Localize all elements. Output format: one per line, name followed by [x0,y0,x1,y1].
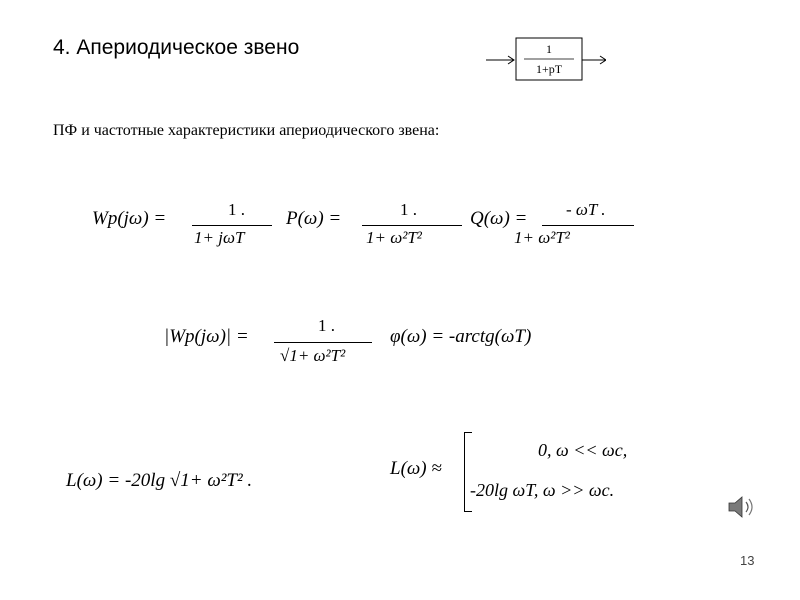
formula3-brace-tip-bottom [464,511,472,512]
page-number: 13 [740,553,755,568]
formula1-q-lhs: Q(ω) = [470,208,528,229]
page-title: 4. Апериодическое звено [53,36,300,59]
formula2-phi: φ(ω) = -arctg(ωT) [390,326,532,347]
formula1-p-num: 1 . [400,200,417,219]
formula3-brace-tip-top [464,432,472,433]
arrow-out-icon [582,56,606,64]
speaker-icon[interactable] [726,494,758,520]
formula1-fraction-bar [192,225,272,226]
block-numerator: 1 [546,42,552,56]
formula3-approx: L(ω) ≈ [390,458,442,479]
formula3-case2: -20lg ωT, ω >> ωc. [470,480,615,500]
formula1-lhs: Wp(jω) = [92,208,167,229]
formula1-q-num: - ωT . [566,200,606,219]
section-subtitle: ПФ и частотные характеристики апериодического звена: [53,122,440,139]
formula2-fraction-bar [274,342,372,343]
formula2-num: 1 . [318,316,335,335]
formula1-p-fraction-bar [362,225,462,226]
formula1-p-lhs: P(ω) = [286,208,342,229]
block-denominator: 1+pT [535,62,563,76]
formula1-p-den: 1+ ω²T² [366,228,422,247]
formula2-lhs: |Wp(jω)| = [164,326,249,347]
formula1-den: 1+ jωT [194,228,245,247]
arrow-in-icon [486,56,514,64]
formula3-case1: 0, ω << ωc, [538,440,628,460]
formula2-den: √1+ ω²T² [280,346,346,365]
formula1-q-den: 1+ ω²T² [514,228,570,247]
formula3-brace [464,432,465,512]
formula1-num: 1 . [228,200,245,219]
formula1-q-fraction-bar [542,225,634,226]
formula3-lhs: L(ω) = -20lg √1+ ω²T² . [66,470,253,491]
